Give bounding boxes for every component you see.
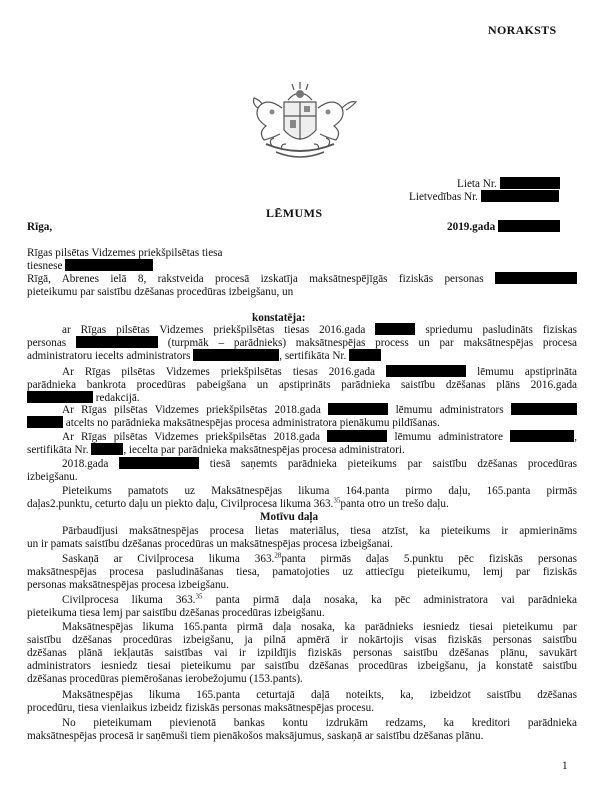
paragraph-line: Pārbaudījusi maksātnespējas procesa lietas materiālus, tiesa atzīst, ka pieteikums ir apmierināms (62, 525, 577, 537)
paragraph-line: daļas2.punktu, ceturto daļu un piekto daļu, Civilprocesa likuma 363.35panta otro un trešo daļu. (27, 497, 449, 510)
paragraph-line: administrators iesniedz tiesai pieteikumu par saistību dzēšanas procedūras izbeigšanu, ja konstatē saistību (27, 660, 577, 672)
paragraph-line: maksātnespējas procesa pasludināšanas tiesa, pamatojoties uz attiecīgu pieteikumu, lemj par fiziskās (27, 566, 577, 578)
paragraph-line: dzēšanas procedūras piemērošanas ierobežojumu (153.pants). (27, 673, 303, 685)
section-heading-motivu-dala: Motīvu daļa (260, 511, 319, 523)
paragraph-line: un ir pamats saistību dzēšanas procedūras un maksātnespējas procesa izbeigšanai. (27, 538, 393, 550)
paragraph-line: parādnieka bankrota procedūras pabeigšana un apstiprināts parādnieka saistību dzēšanas plāns 2016.gada (27, 379, 577, 391)
judge-line: tiesnese (27, 259, 153, 273)
paragraph-line: Maksātnespējas likuma 165.panta ceturtajā daļā noteikts, ka, izbeidzot saistību dzēšanas (62, 689, 577, 701)
paragraph-line: No pieteikumam pievienotā bankas kontu izdrukām redzams, ka kreditori parādnieka (62, 717, 577, 729)
paragraph-line: personas maksātnespējas procesa izbeigšanu. (27, 579, 229, 591)
page-title: LĒMUMS (266, 206, 323, 220)
registry-number: Lietvedības Nr. (409, 190, 577, 204)
paragraph-line: sertifikāta Nr. , iecelta par parādnieka maksātnespējas procesa administratori. (27, 444, 405, 456)
decision-date: 2019.gada (447, 220, 577, 234)
paragraph-line: saistību dzēšanas procedūras izbeigšanu, ja pilnā apmērā ir nokārtojis visas fiziskās personas saistību (27, 634, 577, 646)
paragraph-line: pieteikuma tiesa lemj par saistību dzēšanas procedūras izbeigšanu. (27, 607, 325, 619)
paragraph-line: Pieteikums pamatots uz Maksātnespējas likuma 164.panta pirmo daļu, 165.panta pirmās (62, 485, 577, 497)
paragraph-line: Saskaņā ar Civilprocesa likuma 363.28panta pirmās daļas 5.punktu pēc fiziskās personas (62, 552, 577, 565)
paragraph-line: Civilprocesa likuma 363.35 panta pirmā daļa nosaka, ka pēc administratora vai parādnieka (62, 593, 577, 606)
paragraph-line: administratoru iecelts administrators , sertifikāta Nr. (27, 349, 407, 363)
paragraph-line: izbeigšanu. (27, 471, 78, 483)
paragraph-line: 2018.gada tiesā saņemts parādnieka pieteikums par saistību dzēšanas procedūras (62, 458, 577, 470)
paragraph-line: ar Rīgas pilsētas Vidzemes priekšpilsētas tiesas 2016.gada spriedumu pasludināts fiziskas (62, 324, 577, 336)
paragraph-line: atcelts no parādnieka maksātnespējas procesa administratora pienākumu pildīšanas. (27, 416, 440, 430)
document-stamp: NORAKSTS (488, 23, 557, 37)
paragraph-line: dzēšanas plānā iekļautās saistības vai ir izpildījis fiziskās personas saistību dzēšanas plānu, savukārt (27, 647, 577, 659)
place: Rīga, (27, 221, 53, 233)
paragraph-line: procedūru, tiesa vienlaikus izbeidz fiziskās personas maksātnespējas procesu. (27, 702, 375, 714)
paragraph-line: personas (turpmāk – parādnieks) maksātnespējas process un par maksātnespējas procesa (27, 337, 577, 349)
intro-line: Rīgā, Abrenes ielā 8, rakstveida procesā izskatīja maksātnespējīgās fiziskās personas (27, 272, 577, 286)
coat-of-arms-icon (236, 82, 364, 160)
case-number: Lieta Nr. (457, 177, 577, 191)
intro-line: pieteikumu par saistību dzēšanas procedūras izbeigšanu, un (27, 286, 294, 298)
section-heading-konstateja: konstatēja: (252, 312, 306, 324)
court-name: Rīgas pilsētas Vidzemes priekšpilsētas tiesa (27, 247, 223, 259)
paragraph-line: maksātnespējas procesā ir saņēmuši tiem pienākošos maksājumus, saskaņā ar saistību dzēšanas plānu. (27, 730, 484, 742)
page-number: 1 (562, 760, 568, 772)
paragraph-line: redakcijā. (27, 391, 140, 405)
paragraph-line: Ar Rīgas pilsētas Vidzemes priekšpilsētas tiesas 2016.gada lēmumu apstiprināta (62, 366, 577, 378)
paragraph-line: Maksātnespējas likuma 165.panta pirmā daļa nosaka, ka parādnieks iesniedz tiesai pieteikumu par (62, 621, 577, 633)
paragraph-line: Ar Rīgas pilsētas Vidzemes priekšpilsētas 2018.gada lēmumu administrators (62, 403, 577, 417)
paragraph-line: Ar Rīgas pilsētas Vidzemes priekšpilsētas 2018.gada lēmumu administratore , (62, 431, 577, 443)
